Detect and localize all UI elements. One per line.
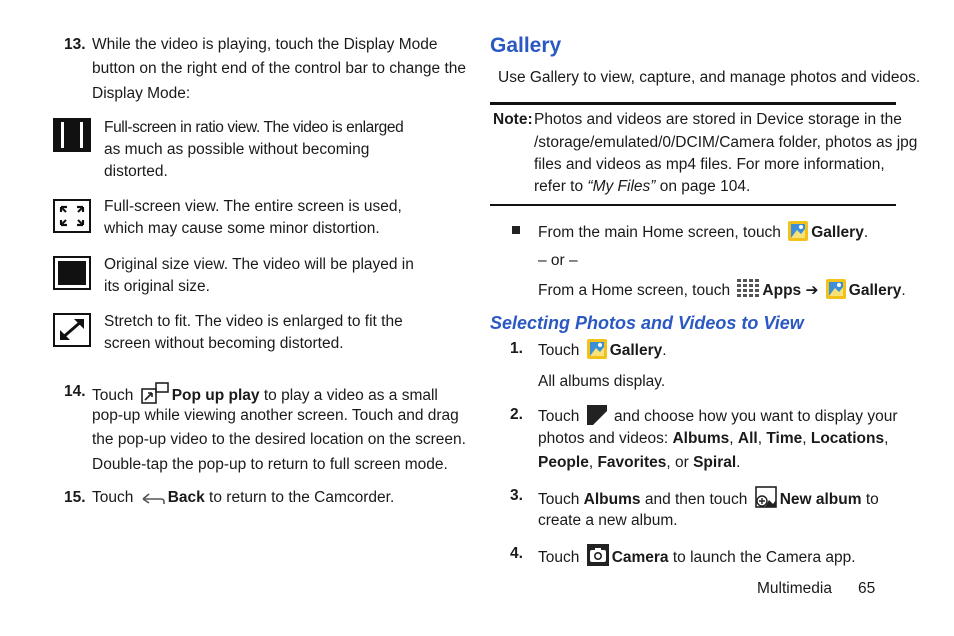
gallery-icon [587, 339, 607, 359]
note-bottom-divider [490, 204, 896, 206]
original-size-icon [53, 256, 91, 290]
note-top-divider [490, 102, 896, 105]
step-text: Display Mode: [92, 85, 191, 102]
step-text: button on the right end of the control bar to change the [92, 60, 466, 77]
apps-icon [737, 279, 759, 299]
gallery-icon [788, 221, 808, 241]
step-number: 14. [64, 383, 86, 400]
ratio-view-icon [53, 118, 91, 152]
section-title: Gallery [490, 34, 562, 57]
page-number: 65 [858, 580, 876, 597]
gallery-icon [826, 279, 846, 299]
stretch-icon [53, 313, 91, 347]
step-number: 13. [64, 36, 86, 53]
my-files-link[interactable]: “My Files” [587, 178, 656, 195]
step-text: While the video is playing, touch the Display Mode [92, 36, 438, 53]
view-type-icon [587, 405, 607, 425]
subsection-title: Selecting Photos and Videos to View [490, 313, 804, 333]
back-icon [141, 490, 165, 506]
arrow-icon: ➔ [805, 282, 819, 299]
footer-section: Multimedia [757, 580, 832, 597]
step-number: 15. [64, 489, 86, 506]
full-screen-icon [53, 199, 91, 233]
new-album-icon [755, 486, 777, 508]
pop-up-play-icon [141, 382, 169, 404]
note-label: Note: [493, 111, 533, 128]
bullet-square-icon [512, 226, 520, 234]
camera-icon [587, 544, 609, 566]
intro-text: Use Gallery to view, capture, and manage photos and videos. [498, 69, 921, 86]
